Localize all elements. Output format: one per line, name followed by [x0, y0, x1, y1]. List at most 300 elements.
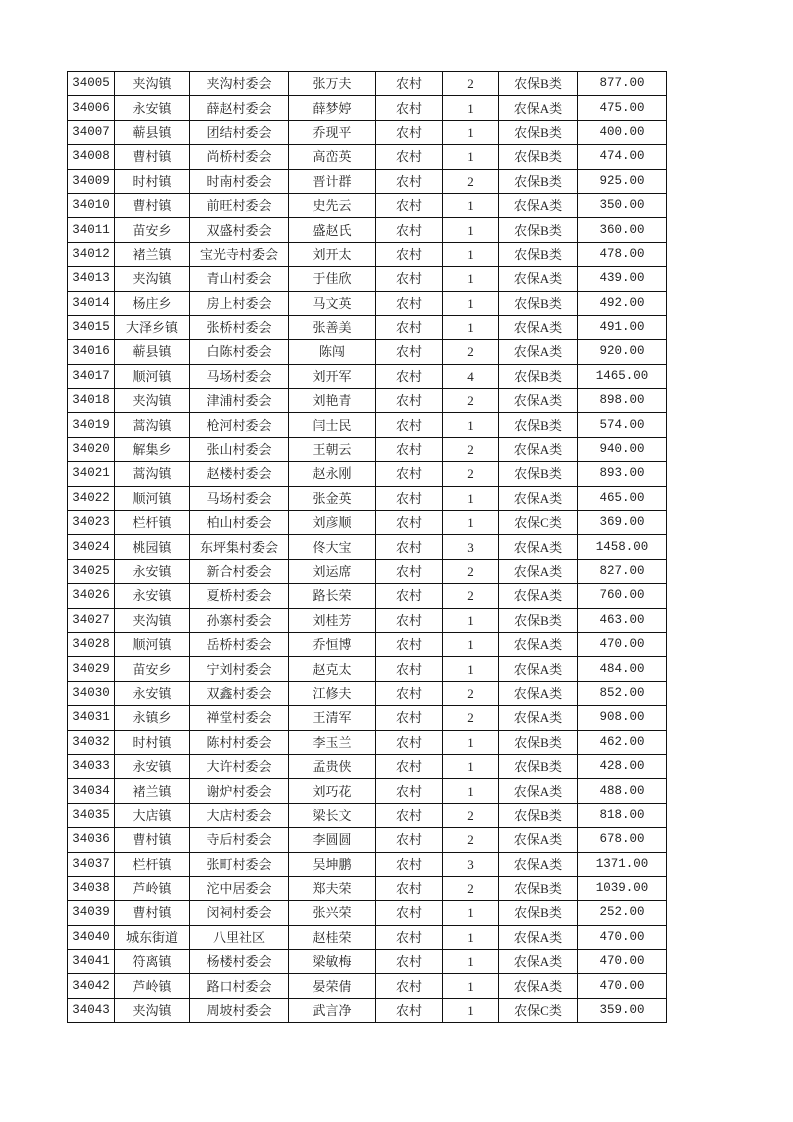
town-cell: 永镇乡	[115, 706, 190, 730]
household-size-cell: 1	[443, 218, 499, 242]
area-type-cell: 农村	[376, 413, 443, 437]
name-cell: 佟大宝	[289, 535, 376, 559]
town-cell: 大店镇	[115, 803, 190, 827]
table-row	[68, 632, 667, 656]
town-cell: 永安镇	[115, 559, 190, 583]
town-cell: 褚兰镇	[115, 779, 190, 803]
category-cell: 农保A类	[499, 559, 578, 583]
name-cell: 郑夫荣	[289, 876, 376, 900]
village-cell: 宁刘村委会	[190, 657, 289, 681]
id-cell: 34040	[68, 925, 115, 949]
amount-cell: 360.00	[578, 218, 667, 242]
amount-cell: 1039.00	[578, 876, 667, 900]
table-row	[68, 876, 667, 900]
area-type-cell: 农村	[376, 730, 443, 754]
household-size-cell: 1	[443, 779, 499, 803]
village-cell: 夹沟村委会	[190, 72, 289, 96]
village-cell: 闵祠村委会	[190, 901, 289, 925]
table-row	[68, 706, 667, 730]
household-size-cell: 1	[443, 950, 499, 974]
village-cell: 津浦村委会	[190, 389, 289, 413]
id-cell: 34036	[68, 828, 115, 852]
name-cell: 史先云	[289, 193, 376, 217]
area-type-cell: 农村	[376, 169, 443, 193]
id-cell: 34041	[68, 950, 115, 974]
village-cell: 白陈村委会	[190, 340, 289, 364]
village-cell: 八里社区	[190, 925, 289, 949]
household-size-cell: 2	[443, 681, 499, 705]
category-cell: 农保A类	[499, 315, 578, 339]
household-size-cell: 1	[443, 511, 499, 535]
area-type-cell: 农村	[376, 96, 443, 120]
village-cell: 尚桥村委会	[190, 145, 289, 169]
household-size-cell: 2	[443, 462, 499, 486]
town-cell: 褚兰镇	[115, 242, 190, 266]
id-cell: 34006	[68, 96, 115, 120]
id-cell: 34016	[68, 340, 115, 364]
household-size-cell: 2	[443, 706, 499, 730]
id-cell: 34028	[68, 632, 115, 656]
village-cell: 赵楼村委会	[190, 462, 289, 486]
name-cell: 梁长文	[289, 803, 376, 827]
village-cell: 杨楼村委会	[190, 950, 289, 974]
area-type-cell: 农村	[376, 779, 443, 803]
area-type-cell: 农村	[376, 632, 443, 656]
id-cell: 34030	[68, 681, 115, 705]
table-row	[68, 413, 667, 437]
category-cell: 农保A类	[499, 706, 578, 730]
area-type-cell: 农村	[376, 218, 443, 242]
name-cell: 刘桂芳	[289, 608, 376, 632]
id-cell: 34007	[68, 120, 115, 144]
village-cell: 枪河村委会	[190, 413, 289, 437]
household-size-cell: 3	[443, 852, 499, 876]
amount-cell: 465.00	[578, 486, 667, 510]
id-cell: 34032	[68, 730, 115, 754]
category-cell: 农保B类	[499, 364, 578, 388]
household-size-cell: 2	[443, 437, 499, 461]
table-row	[68, 462, 667, 486]
table-row	[68, 511, 667, 535]
id-cell: 34022	[68, 486, 115, 510]
town-cell: 蕲县镇	[115, 120, 190, 144]
name-cell: 张万夫	[289, 72, 376, 96]
household-size-cell: 2	[443, 559, 499, 583]
id-cell: 34014	[68, 291, 115, 315]
town-cell: 芦岭镇	[115, 876, 190, 900]
village-cell: 前旺村委会	[190, 193, 289, 217]
amount-cell: 474.00	[578, 145, 667, 169]
table-row	[68, 315, 667, 339]
amount-cell: 574.00	[578, 413, 667, 437]
table-row	[68, 657, 667, 681]
area-type-cell: 农村	[376, 998, 443, 1022]
town-cell: 城东街道	[115, 925, 190, 949]
amount-cell: 898.00	[578, 389, 667, 413]
village-cell: 双鑫村委会	[190, 681, 289, 705]
town-cell: 栏杆镇	[115, 511, 190, 535]
town-cell: 夹沟镇	[115, 998, 190, 1022]
amount-cell: 1371.00	[578, 852, 667, 876]
household-size-cell: 1	[443, 901, 499, 925]
id-cell: 34038	[68, 876, 115, 900]
table-row	[68, 218, 667, 242]
name-cell: 刘彦顺	[289, 511, 376, 535]
village-cell: 青山村委会	[190, 267, 289, 291]
id-cell: 34042	[68, 974, 115, 998]
name-cell: 孟贵侠	[289, 754, 376, 778]
town-cell: 夹沟镇	[115, 389, 190, 413]
town-cell: 符离镇	[115, 950, 190, 974]
id-cell: 34035	[68, 803, 115, 827]
household-size-cell: 1	[443, 974, 499, 998]
amount-cell: 470.00	[578, 925, 667, 949]
village-cell: 周坡村委会	[190, 998, 289, 1022]
town-cell: 曹村镇	[115, 145, 190, 169]
amount-cell: 488.00	[578, 779, 667, 803]
table-row	[68, 681, 667, 705]
household-size-cell: 1	[443, 193, 499, 217]
village-cell: 夏桥村委会	[190, 584, 289, 608]
table-row	[68, 803, 667, 827]
village-cell: 新合村委会	[190, 559, 289, 583]
area-type-cell: 农村	[376, 754, 443, 778]
household-size-cell: 1	[443, 145, 499, 169]
id-cell: 34039	[68, 901, 115, 925]
id-cell: 34015	[68, 315, 115, 339]
table-row	[68, 852, 667, 876]
amount-cell: 478.00	[578, 242, 667, 266]
amount-cell: 439.00	[578, 267, 667, 291]
table-row	[68, 974, 667, 998]
amount-cell: 678.00	[578, 828, 667, 852]
household-size-cell: 1	[443, 96, 499, 120]
town-cell: 永安镇	[115, 584, 190, 608]
category-cell: 农保A类	[499, 389, 578, 413]
category-cell: 农保B类	[499, 462, 578, 486]
household-size-cell: 1	[443, 291, 499, 315]
village-cell: 岳桥村委会	[190, 632, 289, 656]
amount-cell: 920.00	[578, 340, 667, 364]
table-row	[68, 535, 667, 559]
village-cell: 孙寨村委会	[190, 608, 289, 632]
area-type-cell: 农村	[376, 974, 443, 998]
table-row	[68, 754, 667, 778]
table-row	[68, 828, 667, 852]
amount-cell: 462.00	[578, 730, 667, 754]
area-type-cell: 农村	[376, 364, 443, 388]
village-cell: 马场村委会	[190, 364, 289, 388]
table-row	[68, 291, 667, 315]
area-type-cell: 农村	[376, 925, 443, 949]
area-type-cell: 农村	[376, 120, 443, 144]
area-type-cell: 农村	[376, 901, 443, 925]
table-row	[68, 145, 667, 169]
category-cell: 农保B类	[499, 608, 578, 632]
town-cell: 杨庄乡	[115, 291, 190, 315]
area-type-cell: 农村	[376, 559, 443, 583]
amount-cell: 760.00	[578, 584, 667, 608]
table-row	[68, 779, 667, 803]
town-cell: 曹村镇	[115, 193, 190, 217]
category-cell: 农保C类	[499, 511, 578, 535]
household-size-cell: 2	[443, 340, 499, 364]
id-cell: 34025	[68, 559, 115, 583]
name-cell: 乔现平	[289, 120, 376, 144]
amount-cell: 1458.00	[578, 535, 667, 559]
village-cell: 陈村村委会	[190, 730, 289, 754]
area-type-cell: 农村	[376, 681, 443, 705]
table-row	[68, 169, 667, 193]
village-cell: 沱中居委会	[190, 876, 289, 900]
id-cell: 34019	[68, 413, 115, 437]
category-cell: 农保A类	[499, 584, 578, 608]
name-cell: 江修夫	[289, 681, 376, 705]
village-cell: 路口村委会	[190, 974, 289, 998]
town-cell: 栏杆镇	[115, 852, 190, 876]
category-cell: 农保B类	[499, 803, 578, 827]
village-cell: 双盛村委会	[190, 218, 289, 242]
name-cell: 乔恒博	[289, 632, 376, 656]
category-cell: 农保A类	[499, 267, 578, 291]
id-cell: 34012	[68, 242, 115, 266]
category-cell: 农保B类	[499, 730, 578, 754]
name-cell: 武言净	[289, 998, 376, 1022]
name-cell: 赵永刚	[289, 462, 376, 486]
area-type-cell: 农村	[376, 828, 443, 852]
village-cell: 宝光寺村委会	[190, 242, 289, 266]
amount-cell: 1465.00	[578, 364, 667, 388]
table-row	[68, 608, 667, 632]
area-type-cell: 农村	[376, 462, 443, 486]
category-cell: 农保A类	[499, 96, 578, 120]
village-cell: 团结村委会	[190, 120, 289, 144]
category-cell: 农保A类	[499, 779, 578, 803]
category-cell: 农保B类	[499, 145, 578, 169]
village-cell: 房上村委会	[190, 291, 289, 315]
name-cell: 刘巧花	[289, 779, 376, 803]
amount-cell: 925.00	[578, 169, 667, 193]
id-cell: 34010	[68, 193, 115, 217]
household-size-cell: 2	[443, 169, 499, 193]
town-cell: 曹村镇	[115, 901, 190, 925]
household-size-cell: 1	[443, 925, 499, 949]
village-cell: 马场村委会	[190, 486, 289, 510]
amount-cell: 470.00	[578, 950, 667, 974]
name-cell: 刘运席	[289, 559, 376, 583]
name-cell: 路长荣	[289, 584, 376, 608]
name-cell: 张金英	[289, 486, 376, 510]
town-cell: 夹沟镇	[115, 608, 190, 632]
area-type-cell: 农村	[376, 389, 443, 413]
amount-cell: 470.00	[578, 632, 667, 656]
household-size-cell: 1	[443, 242, 499, 266]
village-cell: 谢炉村委会	[190, 779, 289, 803]
category-cell: 农保A类	[499, 681, 578, 705]
household-size-cell: 2	[443, 828, 499, 852]
amount-cell: 827.00	[578, 559, 667, 583]
household-size-cell: 1	[443, 632, 499, 656]
category-cell: 农保C类	[499, 998, 578, 1022]
table-row	[68, 96, 667, 120]
table-row	[68, 730, 667, 754]
name-cell: 高峦英	[289, 145, 376, 169]
category-cell: 农保B类	[499, 876, 578, 900]
amount-cell: 877.00	[578, 72, 667, 96]
area-type-cell: 农村	[376, 145, 443, 169]
area-type-cell: 农村	[376, 852, 443, 876]
table-row	[68, 437, 667, 461]
category-cell: 农保B类	[499, 72, 578, 96]
town-cell: 永安镇	[115, 96, 190, 120]
category-cell: 农保A类	[499, 925, 578, 949]
name-cell: 刘艳青	[289, 389, 376, 413]
town-cell: 时村镇	[115, 730, 190, 754]
category-cell: 农保A类	[499, 974, 578, 998]
town-cell: 夹沟镇	[115, 267, 190, 291]
household-size-cell: 1	[443, 315, 499, 339]
area-type-cell: 农村	[376, 486, 443, 510]
amount-cell: 359.00	[578, 998, 667, 1022]
amount-cell: 369.00	[578, 511, 667, 535]
town-cell: 蒿沟镇	[115, 413, 190, 437]
area-type-cell: 农村	[376, 193, 443, 217]
id-cell: 34017	[68, 364, 115, 388]
area-type-cell: 农村	[376, 242, 443, 266]
town-cell: 时村镇	[115, 169, 190, 193]
table-row	[68, 267, 667, 291]
table-row	[68, 193, 667, 217]
id-cell: 34031	[68, 706, 115, 730]
name-cell: 梁敏梅	[289, 950, 376, 974]
town-cell: 顺河镇	[115, 632, 190, 656]
name-cell: 张善美	[289, 315, 376, 339]
village-cell: 寺后村委会	[190, 828, 289, 852]
household-size-cell: 1	[443, 267, 499, 291]
id-cell: 34026	[68, 584, 115, 608]
category-cell: 农保A类	[499, 852, 578, 876]
name-cell: 盛赵氏	[289, 218, 376, 242]
id-cell: 34013	[68, 267, 115, 291]
area-type-cell: 农村	[376, 876, 443, 900]
area-type-cell: 农村	[376, 584, 443, 608]
category-cell: 农保A类	[499, 657, 578, 681]
amount-cell: 252.00	[578, 901, 667, 925]
area-type-cell: 农村	[376, 706, 443, 730]
village-cell: 时南村委会	[190, 169, 289, 193]
town-cell: 苗安乡	[115, 657, 190, 681]
table-body	[68, 72, 667, 1023]
amount-cell: 492.00	[578, 291, 667, 315]
household-size-cell: 1	[443, 486, 499, 510]
amount-cell: 428.00	[578, 754, 667, 778]
id-cell: 34008	[68, 145, 115, 169]
village-cell: 张山村委会	[190, 437, 289, 461]
amount-cell: 818.00	[578, 803, 667, 827]
amount-cell: 893.00	[578, 462, 667, 486]
name-cell: 薛梦婷	[289, 96, 376, 120]
table-row	[68, 340, 667, 364]
village-cell: 东坪集村委会	[190, 535, 289, 559]
area-type-cell: 农村	[376, 535, 443, 559]
id-cell: 34005	[68, 72, 115, 96]
id-cell: 34009	[68, 169, 115, 193]
household-size-cell: 1	[443, 998, 499, 1022]
name-cell: 马文英	[289, 291, 376, 315]
category-cell: 农保B类	[499, 901, 578, 925]
beneficiary-table	[67, 71, 667, 1023]
town-cell: 顺河镇	[115, 486, 190, 510]
town-cell: 顺河镇	[115, 364, 190, 388]
town-cell: 苗安乡	[115, 218, 190, 242]
id-cell: 34043	[68, 998, 115, 1022]
table-row	[68, 486, 667, 510]
table-row	[68, 925, 667, 949]
id-cell: 34034	[68, 779, 115, 803]
id-cell: 34018	[68, 389, 115, 413]
amount-cell: 463.00	[578, 608, 667, 632]
household-size-cell: 3	[443, 535, 499, 559]
name-cell: 王朝云	[289, 437, 376, 461]
household-size-cell: 1	[443, 608, 499, 632]
amount-cell: 491.00	[578, 315, 667, 339]
household-size-cell: 2	[443, 803, 499, 827]
amount-cell: 350.00	[578, 193, 667, 217]
id-cell: 34024	[68, 535, 115, 559]
name-cell: 王清军	[289, 706, 376, 730]
category-cell: 农保B类	[499, 413, 578, 437]
amount-cell: 400.00	[578, 120, 667, 144]
name-cell: 张兴荣	[289, 901, 376, 925]
category-cell: 农保A类	[499, 437, 578, 461]
id-cell: 34027	[68, 608, 115, 632]
area-type-cell: 农村	[376, 608, 443, 632]
household-size-cell: 2	[443, 72, 499, 96]
name-cell: 吴坤鹏	[289, 852, 376, 876]
household-size-cell: 1	[443, 754, 499, 778]
name-cell: 陈闯	[289, 340, 376, 364]
table-row	[68, 584, 667, 608]
id-cell: 34029	[68, 657, 115, 681]
town-cell: 蕲县镇	[115, 340, 190, 364]
household-size-cell: 2	[443, 876, 499, 900]
household-size-cell: 1	[443, 413, 499, 437]
category-cell: 农保B类	[499, 754, 578, 778]
household-size-cell: 1	[443, 730, 499, 754]
area-type-cell: 农村	[376, 315, 443, 339]
town-cell: 芦岭镇	[115, 974, 190, 998]
name-cell: 刘开军	[289, 364, 376, 388]
household-size-cell: 2	[443, 389, 499, 413]
category-cell: 农保A类	[499, 193, 578, 217]
area-type-cell: 农村	[376, 657, 443, 681]
category-cell: 农保A类	[499, 828, 578, 852]
category-cell: 农保A类	[499, 632, 578, 656]
amount-cell: 475.00	[578, 96, 667, 120]
town-cell: 永安镇	[115, 681, 190, 705]
name-cell: 刘开太	[289, 242, 376, 266]
amount-cell: 940.00	[578, 437, 667, 461]
town-cell: 蒿沟镇	[115, 462, 190, 486]
household-size-cell: 2	[443, 584, 499, 608]
area-type-cell: 农村	[376, 803, 443, 827]
table-row	[68, 998, 667, 1022]
household-size-cell: 1	[443, 120, 499, 144]
category-cell: 农保B类	[499, 120, 578, 144]
amount-cell: 484.00	[578, 657, 667, 681]
area-type-cell: 农村	[376, 437, 443, 461]
category-cell: 农保B类	[499, 291, 578, 315]
